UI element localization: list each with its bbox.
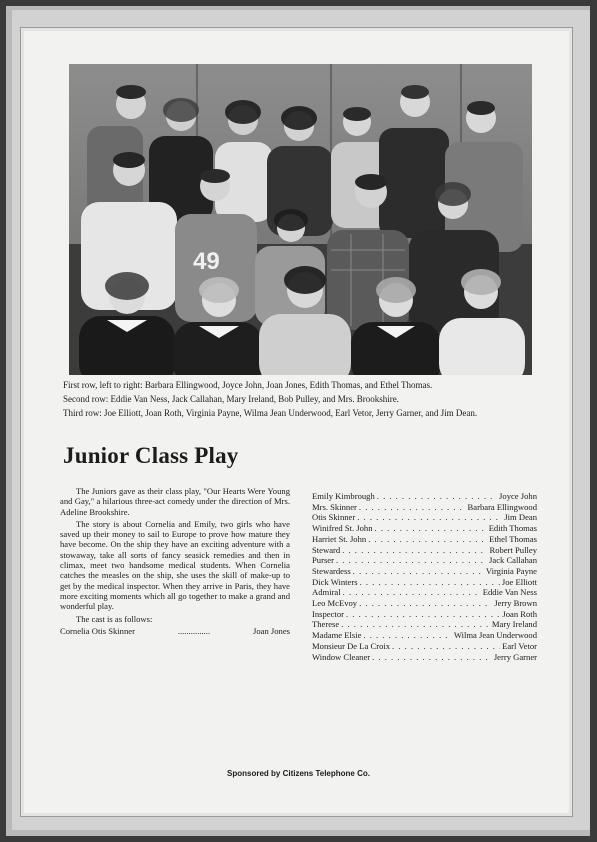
- cast-role: Madame Elsie: [312, 630, 362, 641]
- cast-actor: Jerry Garner: [493, 651, 537, 662]
- cast-entry: [312, 512, 537, 523]
- cast-actor: Jim Dean: [504, 512, 537, 523]
- cast-leader-dots: ...............: [177, 625, 211, 636]
- cast-leader-dots: [392, 641, 500, 652]
- cast-entry: [312, 619, 537, 630]
- cast-leader-dots: [359, 502, 466, 513]
- cast-leader-dots: [357, 512, 502, 523]
- cast-actor: Joe Elliott: [501, 576, 537, 587]
- cast-actor: Wilma Jean Underwood: [453, 630, 537, 641]
- cast-leader-dots: [353, 566, 484, 577]
- cast-leader-dots: [342, 545, 487, 556]
- cast-entry: [312, 641, 537, 652]
- caption-second-row: Second row: Eddie Van Ness, Jack Callahan, Mary Ireland, Bob Pulley, and Mrs. Brookshire.: [63, 394, 399, 404]
- cast-leader-dots: [346, 609, 500, 620]
- cast-actor: Joan Jones: [253, 625, 290, 636]
- cast-role: Winifred St. John: [312, 523, 373, 534]
- cast-actor: Joyce John: [499, 491, 537, 501]
- photo-caption: [63, 380, 543, 422]
- story-paragraph: The cast is as follows:: [76, 613, 153, 624]
- cast-role: Stewardess: [312, 565, 351, 576]
- cast-actor: Jerry Brown: [494, 598, 537, 609]
- cast-role: Purser: [312, 555, 334, 566]
- cast-entry: [312, 502, 537, 513]
- cast-entry: [312, 587, 537, 598]
- cast-role: Cornelia Otis Skinner: [60, 625, 135, 636]
- caption-first-row: First row, left to right: Barbara Ellingwood, Joyce John, Joan Jones, Edith Thomas, and Ethel Thomas.: [63, 380, 433, 390]
- cast-role: Window Cleaner: [312, 651, 371, 662]
- story-paragraph: The Juniors gave as their class play, "Our Hearts Were Young and Gay," a hilarious three-act comedy under the direction of Mrs. Adeline Brookshire.: [60, 486, 290, 517]
- cast-entry: [312, 566, 537, 577]
- cast-role: Mrs. Skinner: [312, 501, 357, 512]
- cast-role: Steward: [312, 544, 341, 555]
- group-photo-image: [69, 64, 532, 375]
- cast-leader-dots: [368, 534, 487, 545]
- cast-role: Emily Kimbrough: [312, 491, 375, 501]
- cast-role: Otis Skinner: [312, 512, 356, 523]
- cast-role: Leo McEvoy: [312, 598, 358, 609]
- cast-entry: [312, 555, 537, 566]
- cast-actor: Edith Thomas: [488, 523, 537, 534]
- cast-actor: Ethel Thomas: [489, 533, 537, 544]
- cast-leader-dots: [360, 577, 500, 588]
- cast-entry: [312, 523, 537, 534]
- cast-role: Therese: [312, 619, 340, 630]
- class-group-photo: [69, 64, 532, 375]
- cast-leader-dots: [359, 598, 492, 609]
- cast-actor: Joan Roth: [502, 608, 537, 619]
- cast-leader-dots: [363, 630, 451, 641]
- cast-entry: [312, 534, 537, 545]
- story-paragraph: The story is about Cornelia and Emily, two girls who have saved up their money to sail to Europe to prove how mature they have become. On the ship they have an exciting adventure with a stowaway, take all sorts of fancy seasick remedies and then in climax, meet two handsome medical students. When Cornelia catches the measles on the ship, she uses the skill of make-up to get by the medical inspector. When they arrive in Paris, they have more exciting moments which all go together to make a grand and wonderful play.: [60, 518, 290, 612]
- page-title: Junior Class Play: [63, 443, 239, 468]
- cast-actor: Barbara Ellingwood: [467, 501, 537, 512]
- cast-role: Harriet St. John: [312, 533, 367, 544]
- cast-role: Admiral: [312, 587, 341, 598]
- cast-actor: Earl Vetor: [502, 640, 537, 651]
- cast-leader-dots: [372, 652, 492, 663]
- cast-entry-first: [60, 626, 290, 636]
- caption-third-row: Third row: Joe Elliott, Joan Roth, Virginia Payne, Wilma Jean Underwood, Earl Vetor, Jerry Garner, and Jim Dean.: [63, 408, 478, 418]
- cast-leader-dots: [343, 587, 481, 598]
- cast-actor: Mary Ireland: [491, 619, 537, 630]
- cast-actor: Virginia Payne: [485, 565, 537, 576]
- cast-role: Dick Winters: [312, 576, 358, 587]
- cast-list: [312, 491, 537, 662]
- cast-entry: [312, 652, 537, 663]
- cast-role: Inspector: [312, 608, 344, 619]
- cast-actor: Jack Callahan: [489, 555, 537, 566]
- cast-leader-dots: [341, 619, 490, 630]
- cast-actor: Eddie Van Ness: [482, 587, 537, 598]
- cast-entry: [312, 630, 537, 641]
- cast-entry: [312, 577, 537, 588]
- cast-entry: [312, 609, 537, 620]
- cast-entry: [312, 598, 537, 609]
- cast-entry: [312, 491, 537, 502]
- cast-leader-dots: [336, 555, 487, 566]
- cast-entry: [312, 545, 537, 556]
- play-story: [60, 486, 290, 638]
- cast-actor: Robert Pulley: [489, 544, 537, 555]
- jersey-number: 49: [193, 248, 220, 275]
- cast-leader-dots: [377, 491, 497, 502]
- sponsor-line: Sponsored by Citizens Telephone Co.: [227, 769, 370, 778]
- cast-role: Monsieur De La Croix: [312, 640, 391, 651]
- cast-leader-dots: [375, 523, 487, 534]
